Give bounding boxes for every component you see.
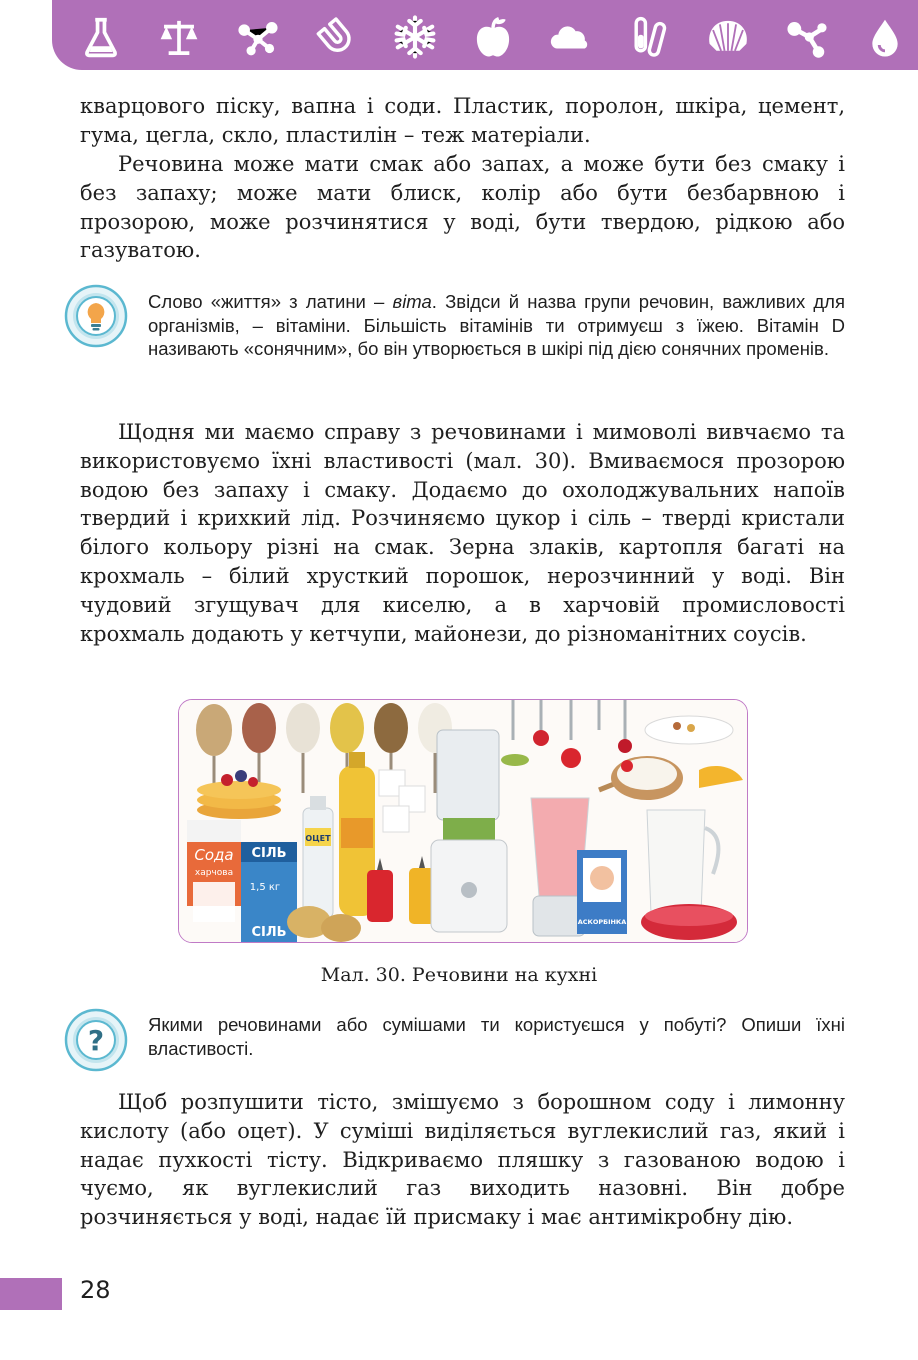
paragraph-everyday-substances: Щодня ми маємо справу з речовинами і мимоволі вивчаємо та використовуємо їхні властивості (мал. 30). Вмиваємося прозорою водою без запаху і смаку. Додаємо до охолоджувальних напоїв твердий і крихкий лід. Розчиняємо цукор і сіль – тверді кристали білого кольору різні на смак. Зерна злаків, картопля багаті на крохмаль – білий хрусткий порошок, нерозчинний у воді. Він чудовий згущувач для киселю, а в харчовій промисловості крохмаль додають у кетчупи, майонези, до різноманітних соусів. [80, 420, 845, 646]
soda-label: Сода [194, 846, 234, 864]
header-icons [78, 10, 908, 64]
soda-box [187, 820, 241, 922]
molecule-icon [235, 14, 281, 60]
question-mark: ? [87, 1024, 105, 1057]
ascorbic-acid-label: АСКОРБІНКА [577, 918, 627, 926]
question-icon [64, 1008, 128, 1072]
paragraph-carbon-dioxide: Щоб розпушити тісто, змішуємо з борошном соду і лимонну кислоту (або оцет). У суміші виділяється вуглекислий газ, який і надає пухкості тісту. Відкриваємо пляшку з газованою водою і чуємо, як вуглекислий газ виходить назовні. Він добре розчиняється у воді, надає їй присмаку і має антимікробну дію. [80, 1090, 845, 1230]
paragraph-substance-properties: Речовина може мати смак або запах, а може бути без смаку і без запаху; може мати блиск, колір або бути безбарвною і прозорою, може розчинятися у воді, бути твердою, рідкою або газуватою. [80, 152, 845, 263]
kitchen-substances-figure [178, 699, 748, 943]
drop-icon [862, 14, 908, 60]
flask-icon [78, 14, 124, 60]
soda-sublabel: харчова [194, 868, 234, 878]
page-marker [0, 1278, 62, 1310]
page-number: 28 [80, 1276, 111, 1304]
jelly-bowl [641, 904, 737, 940]
fact-note-italic-word: віта [392, 291, 432, 312]
apple-icon [470, 14, 516, 60]
ascorbic-acid-box [577, 850, 627, 934]
fact-note [148, 290, 845, 361]
fact-note-text-start: Слово «життя» з латини – [148, 291, 393, 312]
snowflake-icon [392, 14, 438, 60]
fact-note-text-end: . Звідси й назва групи речовин, важливих для організмів, – вітаміни. Більшість вітамінів ти отримуєш з їжею. Вітамін D називають «сонячним», бо він утворюється в шкірі під дією сонячних променів. [148, 291, 845, 360]
lightbulb-icon [64, 284, 128, 348]
cloud-icon [548, 14, 594, 60]
salt-bottom-label: СІЛЬ [251, 925, 287, 940]
kitchen-illustration [179, 700, 747, 942]
salt-label: СІЛЬ [251, 846, 287, 861]
salt-weight-label: 1,5 кг [249, 882, 281, 893]
magnet-icon [313, 14, 359, 60]
scales-icon [156, 14, 202, 60]
vinegar-label: ОЦЕТ [305, 834, 331, 843]
test-tubes-icon [627, 14, 673, 60]
seashell-icon [705, 14, 751, 60]
atom-link-icon [784, 14, 830, 60]
figure-caption: Мал. 30. Речовини на кухні [320, 964, 598, 986]
question-note: Якими речовинами або сумішами ти користуєшся у побуті? Опиши їхні властивості. [148, 1014, 845, 1059]
paragraph-materials: кварцового піску, вапна і соди. Пластик, поролон, шкіра, цемент, гума, цегла, скло, пластилін – теж матеріали. [80, 94, 845, 147]
vinegar-bottle [303, 796, 333, 918]
